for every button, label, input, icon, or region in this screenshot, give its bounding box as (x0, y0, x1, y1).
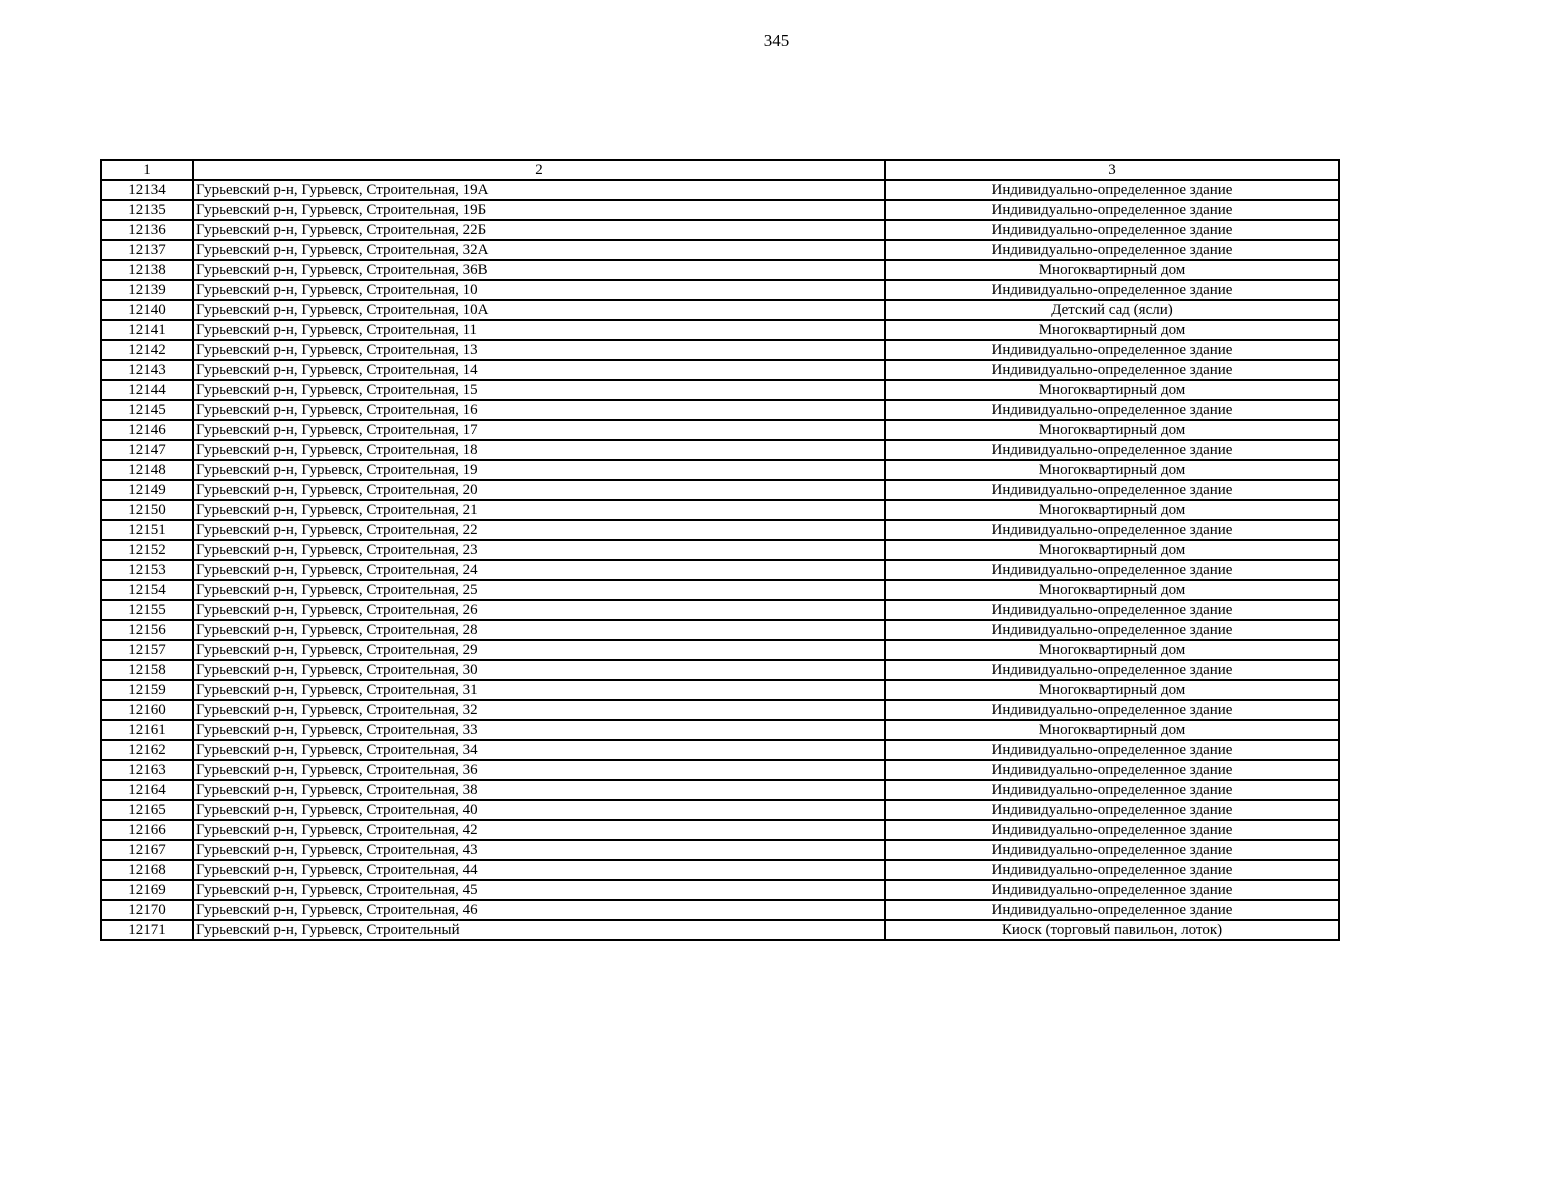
table-row (101, 600, 1339, 620)
object-type-cell: Индивидуально-определенное здание (885, 280, 1339, 300)
address-cell: Гурьевский р-н, Гурьевск, Строительная, 19 (193, 460, 885, 480)
table-row (101, 900, 1339, 920)
table-row (101, 560, 1339, 580)
record-number-cell: 12171 (101, 920, 193, 940)
record-number-cell: 12153 (101, 560, 193, 580)
record-number-cell: 12144 (101, 380, 193, 400)
object-type-cell: Индивидуально-определенное здание (885, 740, 1339, 760)
table-row (101, 540, 1339, 560)
address-cell: Гурьевский р-н, Гурьевск, Строительная, 32А (193, 240, 885, 260)
object-type-cell: Многоквартирный дом (885, 420, 1339, 440)
record-number-cell: 12140 (101, 300, 193, 320)
column-header-2: 2 (193, 160, 885, 180)
record-number-cell: 12141 (101, 320, 193, 340)
object-type-cell: Индивидуально-определенное здание (885, 240, 1339, 260)
address-cell: Гурьевский р-н, Гурьевск, Строительная, 34 (193, 740, 885, 760)
record-number-cell: 12161 (101, 720, 193, 740)
table-row (101, 840, 1339, 860)
record-number-cell: 12158 (101, 660, 193, 680)
address-cell: Гурьевский р-н, Гурьевск, Строительная, 45 (193, 880, 885, 900)
address-cell: Гурьевский р-н, Гурьевск, Строительная, 17 (193, 420, 885, 440)
record-number-cell: 12147 (101, 440, 193, 460)
table-header-row (101, 160, 1339, 180)
address-cell: Гурьевский р-н, Гурьевск, Строительная, 10А (193, 300, 885, 320)
record-number-cell: 12165 (101, 800, 193, 820)
page-number: 345 (763, 31, 790, 50)
table-row (101, 780, 1339, 800)
object-type-cell: Многоквартирный дом (885, 380, 1339, 400)
record-number-cell: 12150 (101, 500, 193, 520)
table-row (101, 240, 1339, 260)
table-row (101, 380, 1339, 400)
table-row (101, 920, 1339, 940)
address-cell: Гурьевский р-н, Гурьевск, Строительная, 26 (193, 600, 885, 620)
record-number-cell: 12152 (101, 540, 193, 560)
object-type-cell: Детский сад (ясли) (885, 300, 1339, 320)
object-type-cell: Многоквартирный дом (885, 540, 1339, 560)
record-number-cell: 12148 (101, 460, 193, 480)
object-type-cell: Многоквартирный дом (885, 320, 1339, 340)
address-cell: Гурьевский р-н, Гурьевск, Строительная, 46 (193, 900, 885, 920)
object-type-cell: Индивидуально-определенное здание (885, 600, 1339, 620)
address-cell: Гурьевский р-н, Гурьевск, Строительная, 25 (193, 580, 885, 600)
record-number-cell: 12137 (101, 240, 193, 260)
address-cell: Гурьевский р-н, Гурьевск, Строительная, 32 (193, 700, 885, 720)
address-cell: Гурьевский р-н, Гурьевск, Строительная, 16 (193, 400, 885, 420)
table-row (101, 580, 1339, 600)
object-type-cell: Индивидуально-определенное здание (885, 440, 1339, 460)
object-type-cell: Индивидуально-определенное здание (885, 840, 1339, 860)
record-number-cell: 12156 (101, 620, 193, 640)
object-type-cell: Индивидуально-определенное здание (885, 780, 1339, 800)
address-cell: Гурьевский р-н, Гурьевск, Строительная, 18 (193, 440, 885, 460)
object-type-cell: Многоквартирный дом (885, 680, 1339, 700)
table-row (101, 880, 1339, 900)
address-cell: Гурьевский р-н, Гурьевск, Строительная, 11 (193, 320, 885, 340)
table-row (101, 720, 1339, 740)
table-row (101, 360, 1339, 380)
object-type-cell: Многоквартирный дом (885, 260, 1339, 280)
record-number-cell: 12139 (101, 280, 193, 300)
object-type-cell: Многоквартирный дом (885, 720, 1339, 740)
object-type-cell: Индивидуально-определенное здание (885, 180, 1339, 200)
address-cell: Гурьевский р-н, Гурьевск, Строительная, 10 (193, 280, 885, 300)
object-type-cell: Индивидуально-определенное здание (885, 900, 1339, 920)
object-type-cell: Индивидуально-определенное здание (885, 480, 1339, 500)
record-number-cell: 12167 (101, 840, 193, 860)
table-row (101, 340, 1339, 360)
object-type-cell: Индивидуально-определенное здание (885, 400, 1339, 420)
address-cell: Гурьевский р-н, Гурьевск, Строительная, 29 (193, 640, 885, 660)
table-row (101, 640, 1339, 660)
record-number-cell: 12160 (101, 700, 193, 720)
object-type-cell: Индивидуально-определенное здание (885, 700, 1339, 720)
record-number-cell: 12155 (101, 600, 193, 620)
table-row (101, 620, 1339, 640)
address-cell: Гурьевский р-н, Гурьевск, Строительная, 42 (193, 820, 885, 840)
table-row (101, 660, 1339, 680)
address-cell: Гурьевский р-н, Гурьевск, Строительная, 23 (193, 540, 885, 560)
address-cell: Гурьевский р-н, Гурьевск, Строительная, 28 (193, 620, 885, 640)
table-row (101, 300, 1339, 320)
object-type-cell: Индивидуально-определенное здание (885, 520, 1339, 540)
address-cell: Гурьевский р-н, Гурьевск, Строительная, 13 (193, 340, 885, 360)
record-number-cell: 12135 (101, 200, 193, 220)
table-row (101, 740, 1339, 760)
table-row (101, 480, 1339, 500)
table-row (101, 440, 1339, 460)
object-type-cell: Индивидуально-определенное здание (885, 860, 1339, 880)
object-type-cell: Индивидуально-определенное здание (885, 660, 1339, 680)
column-header-3: 3 (885, 160, 1339, 180)
table-row (101, 520, 1339, 540)
record-number-cell: 12145 (101, 400, 193, 420)
table-row (101, 680, 1339, 700)
table-row (101, 500, 1339, 520)
record-number-cell: 12159 (101, 680, 193, 700)
record-number-cell: 12162 (101, 740, 193, 760)
record-number-cell: 12170 (101, 900, 193, 920)
table-row (101, 200, 1339, 220)
record-number-cell: 12157 (101, 640, 193, 660)
table-row (101, 420, 1339, 440)
object-type-cell: Индивидуально-определенное здание (885, 620, 1339, 640)
address-cell: Гурьевский р-н, Гурьевск, Строительная, 38 (193, 780, 885, 800)
address-cell: Гурьевский р-н, Гурьевск, Строительная, 14 (193, 360, 885, 380)
object-type-cell: Киоск (торговый павильон, лоток) (885, 920, 1339, 940)
address-cell: Гурьевский р-н, Гурьевск, Строительная, 31 (193, 680, 885, 700)
object-type-cell: Индивидуально-определенное здание (885, 800, 1339, 820)
address-cell: Гурьевский р-н, Гурьевск, Строительная, 36В (193, 260, 885, 280)
record-number-cell: 12143 (101, 360, 193, 380)
table-row (101, 800, 1339, 820)
address-cell: Гурьевский р-н, Гурьевск, Строительная, 19Б (193, 200, 885, 220)
address-cell: Гурьевский р-н, Гурьевск, Строительная, 44 (193, 860, 885, 880)
record-number-cell: 12134 (101, 180, 193, 200)
object-type-cell: Индивидуально-определенное здание (885, 360, 1339, 380)
table-row (101, 400, 1339, 420)
address-cell: Гурьевский р-н, Гурьевск, Строительная, 22Б (193, 220, 885, 240)
table-row (101, 260, 1339, 280)
table-row (101, 320, 1339, 340)
address-cell: Гурьевский р-н, Гурьевск, Строительная, 43 (193, 840, 885, 860)
table-body (101, 160, 1339, 940)
object-type-cell: Индивидуально-определенное здание (885, 200, 1339, 220)
record-number-cell: 12146 (101, 420, 193, 440)
record-number-cell: 12168 (101, 860, 193, 880)
object-type-cell: Многоквартирный дом (885, 580, 1339, 600)
record-number-cell: 12164 (101, 780, 193, 800)
table-row (101, 460, 1339, 480)
address-cell: Гурьевский р-н, Гурьевск, Строительная, 33 (193, 720, 885, 740)
address-cell: Гурьевский р-н, Гурьевск, Строительная, 30 (193, 660, 885, 680)
address-cell: Гурьевский р-н, Гурьевск, Строительная, 40 (193, 800, 885, 820)
address-cell: Гурьевский р-н, Гурьевск, Строительный (193, 920, 885, 940)
record-number-cell: 12163 (101, 760, 193, 780)
address-cell: Гурьевский р-н, Гурьевск, Строительная, 15 (193, 380, 885, 400)
object-type-cell: Индивидуально-определенное здание (885, 880, 1339, 900)
object-type-cell: Индивидуально-определенное здание (885, 220, 1339, 240)
record-number-cell: 12136 (101, 220, 193, 240)
object-type-cell: Индивидуально-определенное здание (885, 560, 1339, 580)
record-number-cell: 12142 (101, 340, 193, 360)
table-row (101, 220, 1339, 240)
object-type-cell: Индивидуально-определенное здание (885, 820, 1339, 840)
property-registry-table (100, 159, 1340, 941)
table-row (101, 860, 1339, 880)
address-cell: Гурьевский р-н, Гурьевск, Строительная, 20 (193, 480, 885, 500)
address-cell: Гурьевский р-н, Гурьевск, Строительная, 22 (193, 520, 885, 540)
object-type-cell: Индивидуально-определенное здание (885, 340, 1339, 360)
address-cell: Гурьевский р-н, Гурьевск, Строительная, 36 (193, 760, 885, 780)
record-number-cell: 12166 (101, 820, 193, 840)
address-cell: Гурьевский р-н, Гурьевск, Строительная, 24 (193, 560, 885, 580)
address-cell: Гурьевский р-н, Гурьевск, Строительная, 21 (193, 500, 885, 520)
table-row (101, 280, 1339, 300)
record-number-cell: 12169 (101, 880, 193, 900)
table-row (101, 700, 1339, 720)
record-number-cell: 12154 (101, 580, 193, 600)
object-type-cell: Многоквартирный дом (885, 460, 1339, 480)
address-cell: Гурьевский р-н, Гурьевск, Строительная, 19А (193, 180, 885, 200)
column-header-1: 1 (101, 160, 193, 180)
object-type-cell: Многоквартирный дом (885, 640, 1339, 660)
object-type-cell: Многоквартирный дом (885, 500, 1339, 520)
table-row (101, 760, 1339, 780)
record-number-cell: 12149 (101, 480, 193, 500)
record-number-cell: 12138 (101, 260, 193, 280)
object-type-cell: Индивидуально-определенное здание (885, 760, 1339, 780)
table-row (101, 820, 1339, 840)
record-number-cell: 12151 (101, 520, 193, 540)
table-row (101, 180, 1339, 200)
